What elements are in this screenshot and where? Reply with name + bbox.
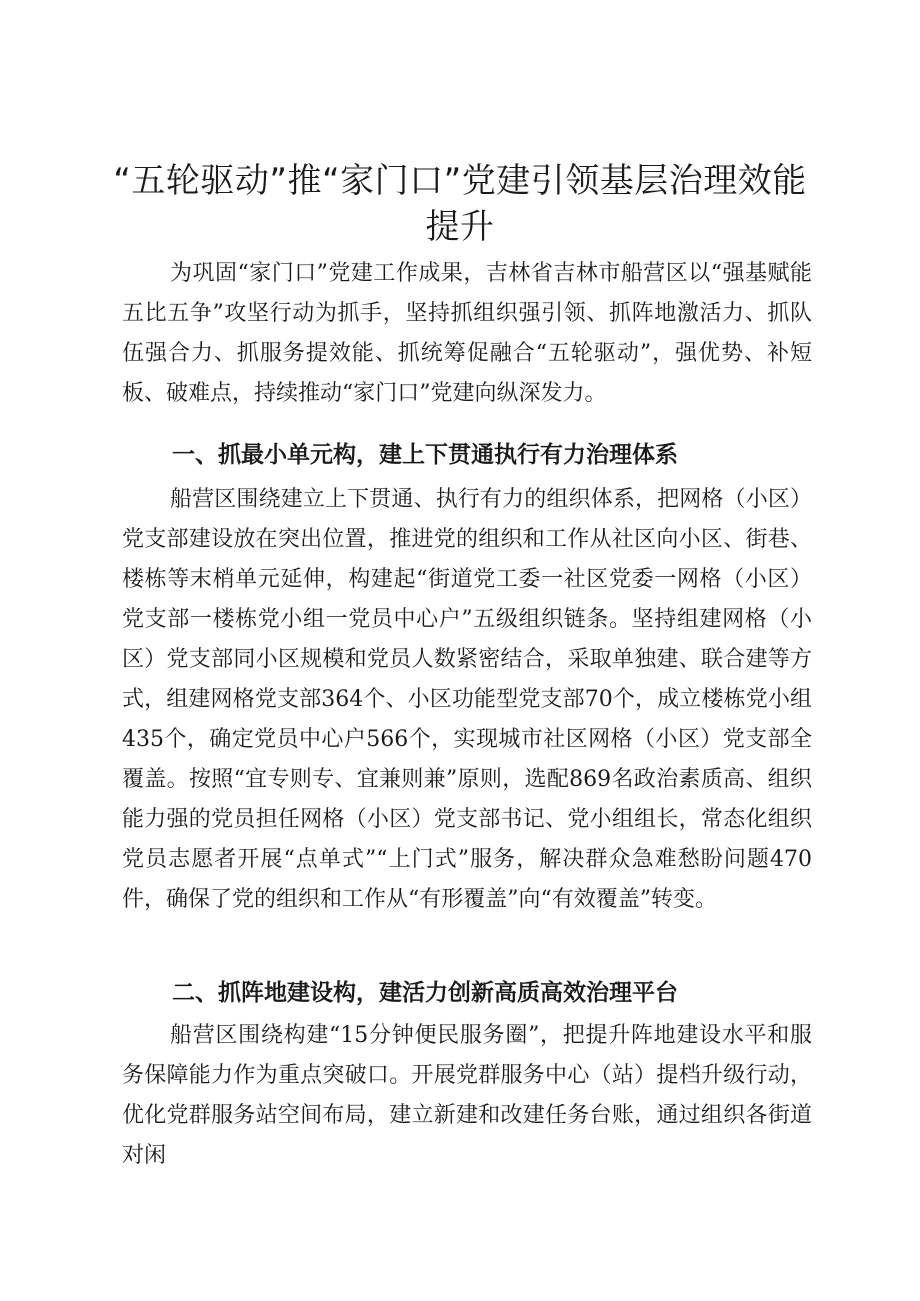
section-2-heading: 二、抓阵地建设构，建活力创新高质高效治理平台 (172, 980, 678, 1006)
intro-paragraph: 为巩固“家门口”党建工作成果，吉林省吉林市船营区以“强基赋能五比五争”攻坚行动为抓手，坚持抓组织强引领、抓阵地激活力、抓队伍强合力、抓服务提效能、抓统筹促融合“五轮驱动”，强优势、补短板、破难点，持续推动“家门口”党建向纵深发力。 (122, 261, 812, 406)
section-2-body: 船营区围绕构建“15分钟便民服务圈”，把提升阵地建设水平和服务保障能力作为重点突破口。开展党群服务中心（站）提档升级行动，优化党群服务站空间布局，建立新建和改建任务台账，通过组织各街道对闲 (122, 1023, 812, 1168)
section-1-heading: 一、抓最小单元构，建上下贯通执行有力治理体系 (172, 442, 678, 468)
section-1-body: 船营区围绕建立上下贯通、执行有力的组织体系，把网格（小区）党支部建设放在突出位置，推进党的组织和工作从社区向小区、街巷、楼栋等末梢单元延伸，构建起“街道党工委一社区党委一网格（小区）党支部一楼栋党小组一党员中心户”五级组织链条。坚持组建网格（小区）党支部同小区规模和党员人数紧密结合，采取单独建、联合建等方式，组建网格党支部364个、小区功能型党支部70个，成立楼栋党小组435个，确定党员中心户566个，实现城市社区网格（小区）党支部全覆盖。按照“宜专则专、宜兼则兼”原则，选配869名政治素质高、组织能力强的党员担任网格（小区）党支部书记、党小组组长，常态化组织党员志愿者开展“点单式”“上门式”服务，解决群众急难愁盼问题470件，确保了党的组织和工作从“有形覆盖”向“有效覆盖”转变。 (122, 487, 812, 912)
document-title: “五轮驱动”推“家门口”党建引领基层治理效能提升 (113, 161, 807, 247)
